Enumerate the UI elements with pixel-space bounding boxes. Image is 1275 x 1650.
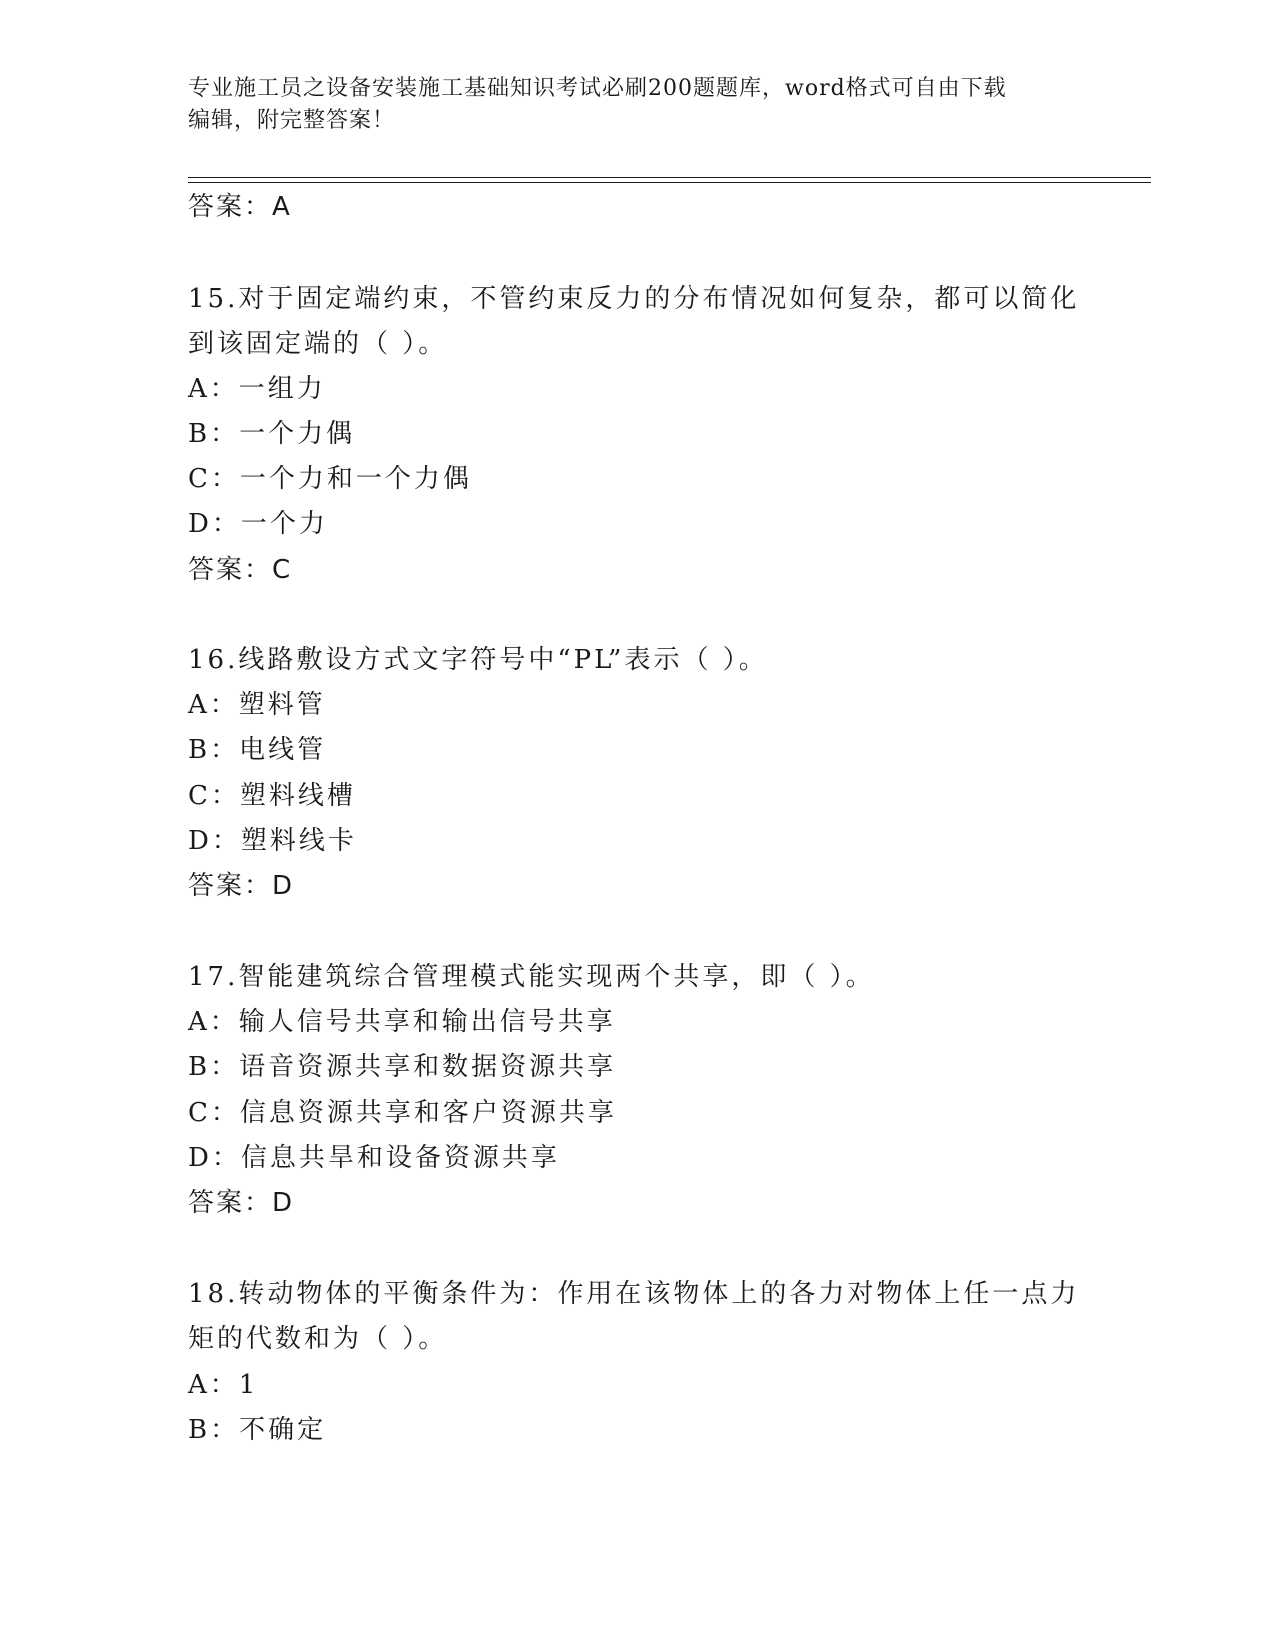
header-rule-bottom <box>188 182 1151 183</box>
question-16-option-d: D：塑料线卡 <box>188 826 357 856</box>
question-16-stem-line-1: 16.线路敷设方式文字符号中“PL”表示（ ）。 <box>188 645 768 675</box>
question-17-stem-line-1: 17.智能建筑综合管理模式能实现两个共享，即（ ）。 <box>188 962 875 992</box>
question-17-option-c: C：信息资源共享和客户资源共享 <box>188 1098 617 1128</box>
question-15-option-c: C：一个力和一个力偶 <box>188 464 472 494</box>
question-15-answer: 答案：C <box>188 555 293 585</box>
question-16-option-c: C：塑料线槽 <box>188 781 356 811</box>
question-18-stem-line-2: 矩的代数和为（ ）。 <box>188 1324 448 1354</box>
question-15-option-b: B：一个力偶 <box>188 419 356 449</box>
question-18-stem-line-1: 18.转动物体的平衡条件为：作用在该物体上的各力对物体上任一点力 <box>188 1279 1080 1309</box>
question-16-option-b: B：电线管 <box>188 735 327 765</box>
question-16-option-a: A：塑料管 <box>188 690 326 720</box>
question-16-answer: 答案：D <box>188 871 295 901</box>
header-rule-top <box>188 177 1151 178</box>
document-header <box>188 73 1088 137</box>
question-17-option-a: A：输人信号共享和输出信号共享 <box>188 1007 616 1037</box>
question-15-option-a: A：一组力 <box>188 374 326 404</box>
question-18-option-b: B：不确定 <box>188 1415 327 1445</box>
question-17-option-b: B：语音资源共享和数据资源共享 <box>188 1052 617 1082</box>
question-17-option-d: D：信息共旱和设备资源共享 <box>188 1143 560 1173</box>
question-15-stem-line-1: 15.对于固定端约束，不管约束反力的分布情况如何复杂，都可以简化 <box>188 284 1080 314</box>
prev-answer: 答案：A <box>188 192 292 222</box>
question-17-answer: 答案：D <box>188 1188 295 1218</box>
header-line-1: 专业施工员之设备安装施工基础知识考试必刷200题题库，word格式可自由下载 <box>188 76 1007 101</box>
question-18-option-a: A：1 <box>188 1370 259 1400</box>
question-15-stem-line-2: 到该固定端的（ ）。 <box>188 329 448 359</box>
header-line-2: 编辑，附完整答案！ <box>188 108 396 133</box>
question-15-option-d: D：一个力 <box>188 509 328 539</box>
